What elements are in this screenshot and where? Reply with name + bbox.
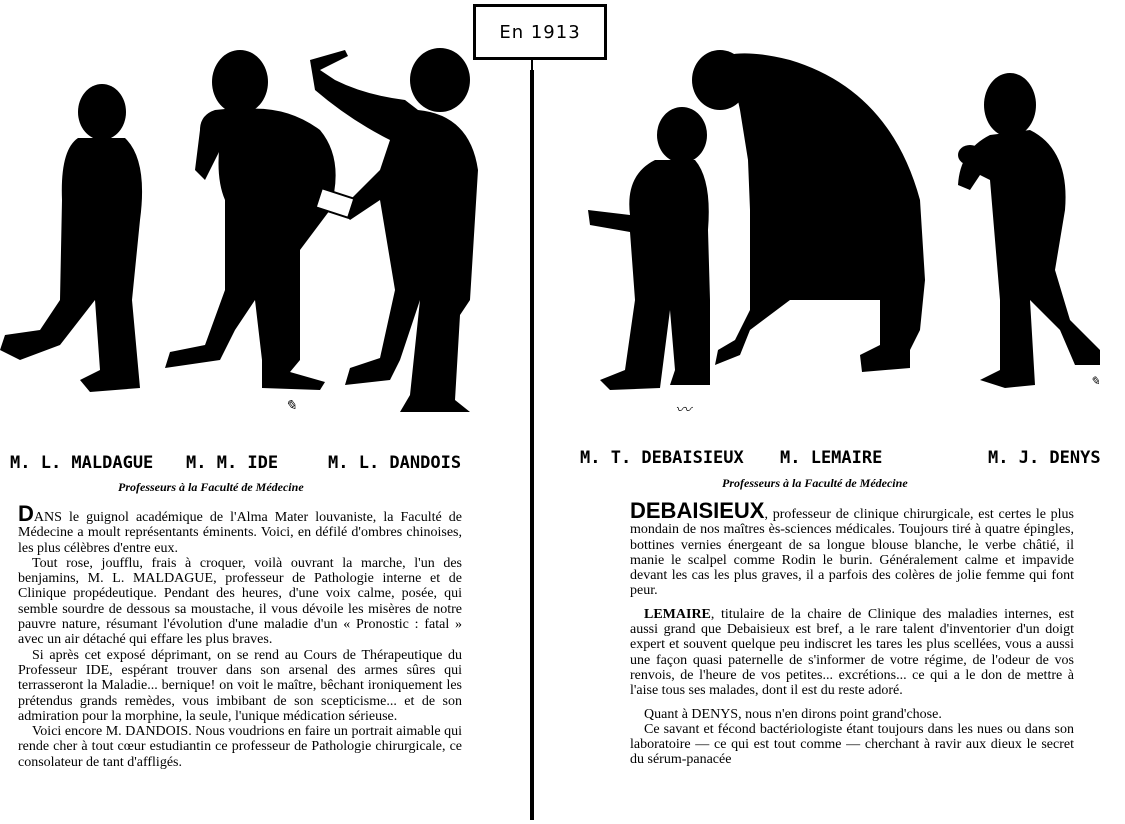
- left-article: [18, 501, 462, 770]
- drop-cap: D: [18, 501, 34, 526]
- name-dandois: M. L. DANDOIS: [328, 453, 462, 473]
- signature-mark-3: 〰: [675, 402, 692, 419]
- right-subtitle: Professeurs à la Faculté de Médecine: [722, 476, 908, 490]
- left-paragraph-4: Voici encore M. DANDOIS. Nous voudrions en faire un portrait aimable qui rende cher à tout cœur estudiantin ce professeur de Pathologie chirurgicale, ce consolateur de tant d'affligés.: [18, 724, 462, 770]
- name-maldague: M. L. MALDAGUE: [10, 453, 154, 473]
- left-subtitle: Professeurs à la Faculté de Médecine: [118, 480, 304, 494]
- right-paragraph-1: DEBAISIEUX, professeur de clinique chirurgicale, est certes le plus mondain de nos maîtres ès-sciences médicales. Toujours tiré à quatre épingles, bottines vernies énergeant de sa longue blouse blanche, le verbe châtié, il manie le scalpel comme Rodin le burin. Généralement calme et impavide devant les cas les plus graves, il a parfois des colères de jolie femme qui font peur.: [630, 498, 1074, 599]
- signature-mark: ✎: [285, 399, 297, 414]
- left-paragraph-1: DANS le guignol académique de l'Alma Mater louvaniste, la Faculté de Médecine a moult représentants éminents. Voici, en défilé d'ombres chinoises, les plus célèbres d'entre eux.: [18, 501, 462, 556]
- right-paragraph-2: LEMAIRE, titulaire de la chaire de Clinique des maladies internes, est aussi grand que Debaisieux est bref, a le rare talent d'inventorier d'un doigt expert et souvent quelque peu indiscret les tares les plus scellées, vous a aussi une façon quasi paternelle de s'informer de votre régime, de l'odeur de vos renvois, de l'heure de vos petites... excrétions... ce qui a le don de mettre à l'aise tous ses malades, dont il est du reste adoré.: [630, 606, 1074, 699]
- right-article: [630, 498, 1074, 768]
- name-denys: M. J. DENYS: [988, 448, 1101, 468]
- name-debaisieux: M. T. DEBAISIEUX: [580, 448, 744, 468]
- debaisieux-heading: DEBAISIEUX: [630, 498, 765, 523]
- signature-mark-4: ✎: [1090, 374, 1101, 388]
- signature-mark-2: 〰: [425, 392, 442, 409]
- left-silhouettes-illustration: [0, 0, 520, 430]
- left-paragraph-2: Tout rose, joufflu, frais à croquer, voilà ouvrant la marche, l'un des benjamins, M. L. MALDAGUE, professeur de Pathologie interne et de Clinique propédeutique. Pendant des heures, d'une voix calme, posée, qui semble sourdre de dessous sa moustache, il vous dévoile les misères de notre pauvre nature, résumant l'évolution d'une maladie d'un « Pronostic : fatal » avec un air détaché qui effare les plus braves.: [18, 555, 462, 648]
- right-silhouettes-illustration: [560, 0, 1125, 430]
- date-badge: En 1913: [473, 4, 607, 60]
- name-lemaire: M. LEMAIRE: [780, 448, 883, 468]
- name-ide: M. M. IDE: [186, 453, 279, 473]
- right-paragraph-3: Quant à DENYS, nous n'en dirons point grand'chose.: [644, 706, 942, 722]
- left-paragraph-3: Si après cet exposé déprimant, on se rend au Cours de Thérapeutique du Professeur IDE, espérant trouver dans son arsenal des armes sûres qui terrasseront la Maladie... bernique! on voit le maître, bêchant ironiquement les prétendus grands remèdes, vous imbibant de son scepticisme... et de son admiration pour la morphine, la seule, l'unique médication sérieuse.: [18, 647, 462, 724]
- column-divider: [530, 70, 534, 820]
- right-paragraph-4: Ce savant et fécond bactériologiste étant toujours dans les nues ou dans son laboratoire — ce qui est tout comme — cherchant à ravir aux dieux le secret du sérum-panacée: [630, 721, 1074, 768]
